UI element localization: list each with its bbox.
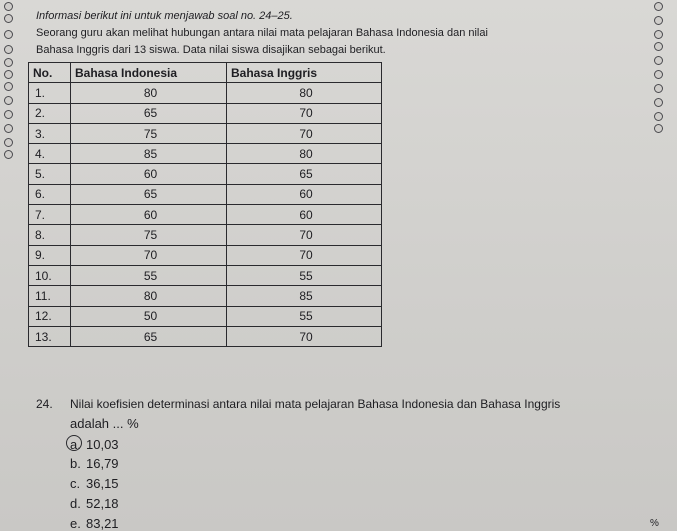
option-value: 36,15 xyxy=(86,476,119,491)
cell-no: 8. xyxy=(29,225,71,245)
option-value: 10,03 xyxy=(86,437,119,452)
option-c xyxy=(70,476,119,491)
table-row xyxy=(29,286,382,306)
option-letter: a. xyxy=(70,437,81,452)
cell-bahasa-inggris: 80 xyxy=(227,83,382,103)
table-row xyxy=(29,144,382,164)
cell-bahasa-indonesia: 65 xyxy=(71,103,227,123)
table-row xyxy=(29,184,382,204)
table-header-row xyxy=(29,63,382,83)
cell-bahasa-inggris: 70 xyxy=(227,326,382,346)
option-letter: d. xyxy=(70,496,81,511)
cell-no: 12. xyxy=(29,306,71,326)
question-text: Nilai koefisien determinasi antara nilai mata pelajaran Bahasa Indonesia dan Bahasa Inggris xyxy=(70,397,561,411)
table-row xyxy=(29,205,382,225)
cell-bahasa-indonesia: 80 xyxy=(71,286,227,306)
cell-bahasa-indonesia: 85 xyxy=(71,144,227,164)
option-value: 16,79 xyxy=(86,456,119,471)
cell-bahasa-inggris: 70 xyxy=(227,245,382,265)
cell-bahasa-inggris: 60 xyxy=(227,184,382,204)
option-d xyxy=(70,496,119,511)
option-letter: b. xyxy=(70,456,81,471)
cell-no: 6. xyxy=(29,184,71,204)
cell-bahasa-indonesia: 50 xyxy=(71,306,227,326)
cell-no: 11. xyxy=(29,286,71,306)
cell-bahasa-inggris: 85 xyxy=(227,286,382,306)
cell-bahasa-inggris: 70 xyxy=(227,225,382,245)
cell-no: 5. xyxy=(29,164,71,184)
cell-bahasa-indonesia: 75 xyxy=(71,123,227,143)
header-bahasa-inggris: Bahasa Inggris xyxy=(227,63,382,83)
option-letter: e. xyxy=(70,516,81,531)
intro-line-1: Informasi berikut ini untuk menjawab soal no. 24–25. xyxy=(36,10,293,22)
cell-no: 2. xyxy=(29,103,71,123)
table-row xyxy=(29,306,382,326)
header-bahasa-indonesia: Bahasa Indonesia xyxy=(71,63,227,83)
cell-bahasa-inggris: 70 xyxy=(227,103,382,123)
cell-bahasa-indonesia: 80 xyxy=(71,83,227,103)
header-no: No. xyxy=(29,63,71,83)
table-row xyxy=(29,265,382,285)
table-row xyxy=(29,326,382,346)
intro-line-3: Bahasa Inggris dari 13 siswa. Data nilai siswa disajikan sebagai berikut. xyxy=(36,44,386,56)
cell-bahasa-indonesia: 70 xyxy=(71,245,227,265)
option-letter: c. xyxy=(70,476,81,491)
cell-bahasa-indonesia: 75 xyxy=(71,225,227,245)
cell-no: 4. xyxy=(29,144,71,164)
cell-no: 7. xyxy=(29,205,71,225)
option-a xyxy=(70,437,119,452)
option-e xyxy=(70,516,119,531)
option-value: 83,21 xyxy=(86,516,119,531)
cell-bahasa-inggris: 55 xyxy=(227,265,382,285)
cell-bahasa-indonesia: 65 xyxy=(71,184,227,204)
intro-line-2: Seorang guru akan melihat hubungan antara nilai mata pelajaran Bahasa Indonesia dan nilai xyxy=(36,27,488,39)
cell-bahasa-inggris: 65 xyxy=(227,164,382,184)
question-number: 24. xyxy=(36,397,53,411)
cell-no: 10. xyxy=(29,265,71,285)
score-table xyxy=(28,62,382,347)
question-text-line-2: adalah ... % xyxy=(70,416,139,431)
cell-bahasa-inggris: 60 xyxy=(227,205,382,225)
cell-no: 13. xyxy=(29,326,71,346)
cell-bahasa-indonesia: 60 xyxy=(71,205,227,225)
cell-bahasa-inggris: 80 xyxy=(227,144,382,164)
cell-no: 1. xyxy=(29,83,71,103)
cell-no: 3. xyxy=(29,123,71,143)
table-row xyxy=(29,245,382,265)
option-value: 52,18 xyxy=(86,496,119,511)
corner-mark: % xyxy=(650,518,659,529)
table-row xyxy=(29,225,382,245)
table-row xyxy=(29,103,382,123)
cell-bahasa-inggris: 55 xyxy=(227,306,382,326)
table-row xyxy=(29,83,382,103)
cell-no: 9. xyxy=(29,245,71,265)
option-b xyxy=(70,456,119,471)
table-row xyxy=(29,123,382,143)
cell-bahasa-inggris: 70 xyxy=(227,123,382,143)
cell-bahasa-indonesia: 65 xyxy=(71,326,227,346)
cell-bahasa-indonesia: 60 xyxy=(71,164,227,184)
table-row xyxy=(29,164,382,184)
cell-bahasa-indonesia: 55 xyxy=(71,265,227,285)
